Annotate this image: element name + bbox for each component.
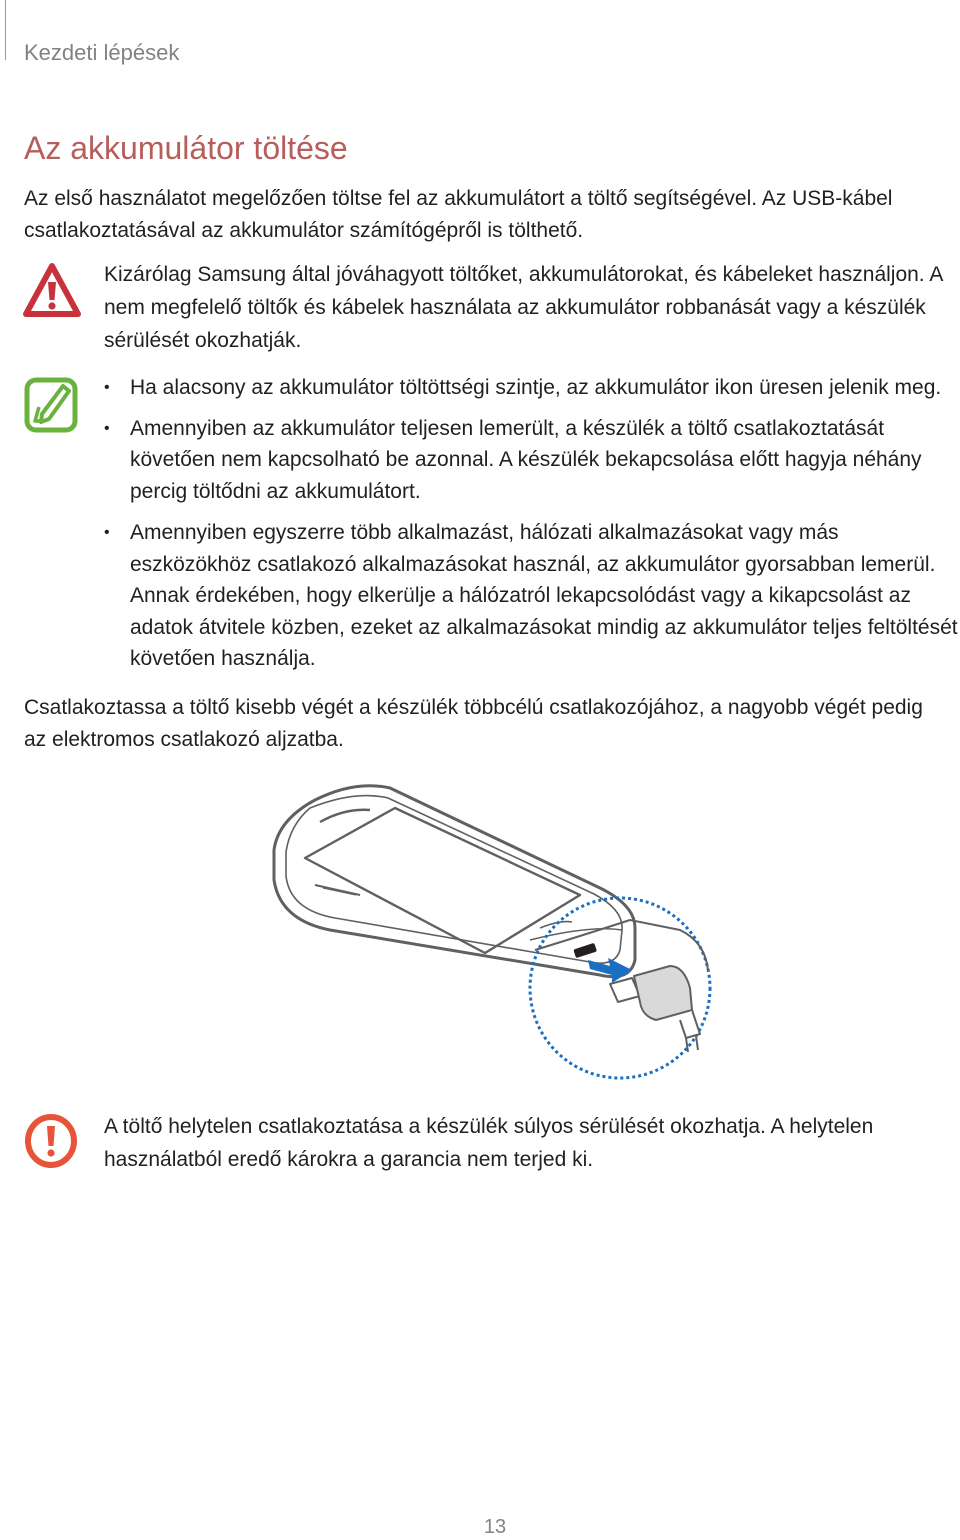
- charging-illustration: [260, 770, 730, 1100]
- connect-instruction: Csatlakoztassa a töltő kisebb végét a készülék többcélú csatlakozójához, a nagyobb végét pedig az elektromos csatlakozó aljzatba.: [24, 696, 923, 751]
- note-item-text: Ha alacsony az akkumulátor töltöttségi szintje, az akkumulátor ikon üresen jelenik meg.: [130, 376, 942, 399]
- note-item: [104, 413, 960, 508]
- note-item: [104, 517, 960, 675]
- note-item-text: Amennyiben az akkumulátor teljesen lemerült, a készülék a töltő csatlakoztatását követően nem kapcsolható be azonnal. A készülék bekapcsolása előtt hagyja néhány percig töltődni az akkumulátort.: [130, 416, 922, 503]
- caution-text: Kizárólag Samsung által jóváhagyott töltőket, akkumulátorokat, és kábeleket használjon. A nem megfelelő töltők és kábelek használata az akkumulátor robbanását vagy a készülék sérülését okozhatják.: [104, 263, 943, 352]
- bullet: •: [104, 379, 110, 396]
- note-list: [104, 372, 960, 675]
- bullet: •: [104, 524, 110, 541]
- usb-plug: [610, 966, 700, 1052]
- page-title: Az akkumulátor töltése: [24, 130, 348, 166]
- warning-text: A töltő helytelen csatlakoztatása a készülék súlyos sérülését okozhatja. A helytelen használatból eredő károkra a garancia nem terjed ki.: [104, 1115, 874, 1171]
- page-number: 13: [483, 1516, 507, 1538]
- note-item: [104, 372, 960, 404]
- warning-exclamation-icon: [24, 1113, 78, 1169]
- intro-paragraph: Az első használatot megelőzően töltse fel az akkumulátort a töltő segítségével. Az USB-kábel csatlakoztatásával az akkumulátor számítógépről is tölthető.: [24, 187, 893, 242]
- note-item-text: Amennyiben egyszerre több alkalmazást, hálózati alkalmazásokat vagy más eszközökhöz csatlakozó alkalmazásokat használ, az akkumulátor gyorsabban lemerül. Annak érdekében, hogy elkerülje a hálózatról lekapcsolódást vagy a kikapcsolást az adatok átvitele közben, ezeket az alkalmazásokat mindig az akkumulátor teljes feltöltését követően használja.: [130, 521, 958, 670]
- caution-triangle-icon: [22, 262, 82, 320]
- note-pencil-icon: [24, 377, 78, 433]
- page-margin-rule: [5, 0, 6, 60]
- section-header: Kezdeti lépések: [24, 40, 180, 65]
- bullet: •: [104, 419, 110, 437]
